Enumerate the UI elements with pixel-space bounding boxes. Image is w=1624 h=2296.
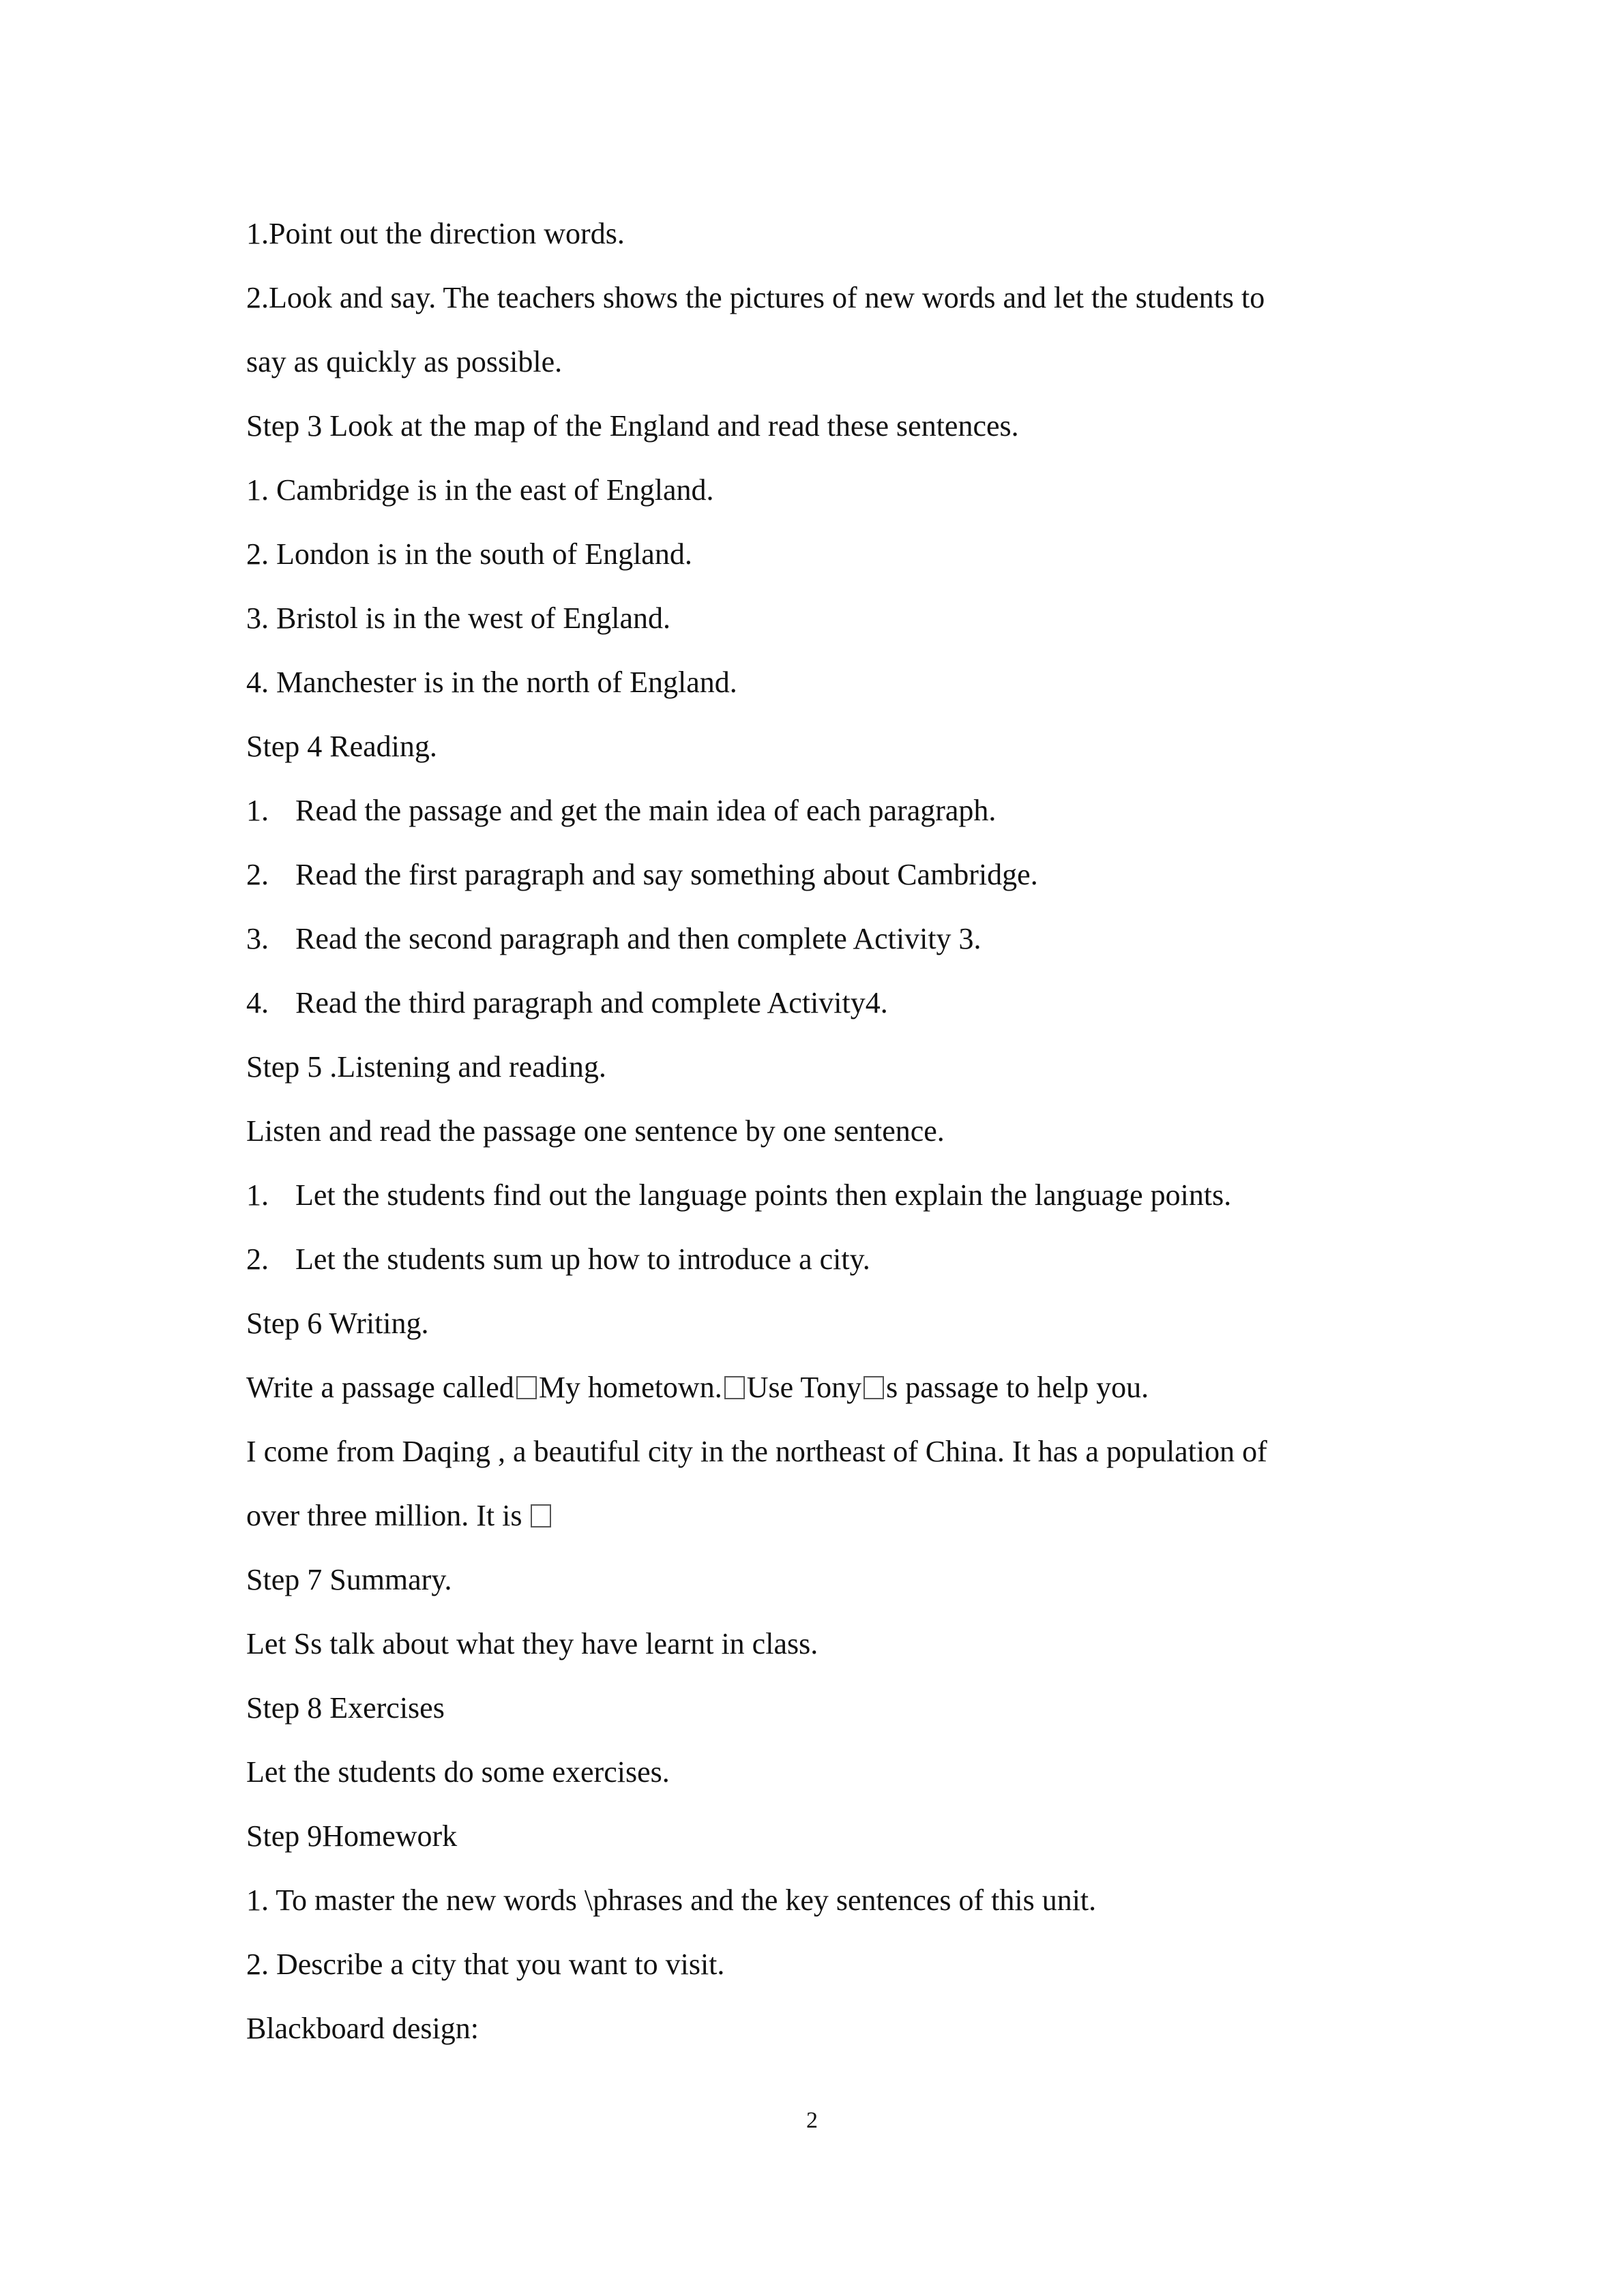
- text-line: [246, 1868, 1392, 1933]
- numbered-item: [246, 1163, 1392, 1227]
- page-body: [246, 202, 1392, 2061]
- text-line: [246, 1099, 1392, 1163]
- text-line: [246, 1484, 1392, 1548]
- line-text: Let Ss talk about what they have learnt in class.: [246, 1627, 818, 1660]
- page-number: 2: [806, 2108, 818, 2133]
- text-line: [246, 202, 1392, 266]
- line-text: Step 9Homework: [246, 1819, 458, 1853]
- text-line: [246, 1356, 1392, 1420]
- line-text: over three million. It is: [246, 1499, 522, 1532]
- missing-glyph-box: [516, 1376, 537, 1399]
- line-text: Let the students do some exercises.: [246, 1755, 670, 1789]
- line-text: Step 7 Summary.: [246, 1563, 452, 1596]
- line-text: I come from Daqing , a beautiful city in the northeast of China. It has a population of: [246, 1435, 1267, 1468]
- item-number: 1.: [246, 1178, 269, 1212]
- numbered-item: [246, 1227, 1392, 1292]
- line-text: Step 3 Look at the map of the England and read these sentences.: [246, 409, 1019, 443]
- line-text: Write a passage called: [246, 1371, 514, 1404]
- line-text: Read the third paragraph and complete Activity4.: [295, 986, 888, 1019]
- line-text: Step 5 .Listening and reading.: [246, 1050, 606, 1084]
- line-text: Read the passage and get the main idea of each paragraph.: [295, 794, 996, 827]
- line-text: 3. Bristol is in the west of England.: [246, 601, 671, 635]
- numbered-item: [246, 907, 1392, 971]
- step-heading: [246, 1292, 1392, 1356]
- numbered-item: [246, 843, 1392, 907]
- line-text: Let the students sum up how to introduce a city.: [295, 1242, 870, 1276]
- line-text: Listen and read the passage one sentence by one sentence.: [246, 1114, 945, 1148]
- step-heading: [246, 1548, 1392, 1612]
- item-number: 3.: [246, 922, 269, 955]
- line-text: Let the students find out the language points then explain the language points.: [295, 1178, 1232, 1212]
- line-text: Step 8 Exercises: [246, 1691, 445, 1725]
- text-line: [246, 586, 1392, 651]
- line-text: 2. London is in the south of England.: [246, 537, 692, 571]
- step-heading: [246, 394, 1392, 458]
- item-number: 2.: [246, 1242, 269, 1276]
- text-line: [246, 1997, 1392, 2061]
- line-text: 1. Cambridge is in the east of England.: [246, 473, 714, 507]
- line-text: 1. To master the new words \phrases and the key sentences of this unit.: [246, 1883, 1097, 1917]
- line-text: Read the second paragraph and then complete Activity 3.: [295, 922, 981, 955]
- text-line: [246, 1933, 1392, 1997]
- line-text: 2.Look and say. The teachers shows the pictures of new words and let the students to: [246, 281, 1265, 314]
- line-text: My hometown.: [538, 1371, 722, 1404]
- line-text: Use Tony: [746, 1371, 862, 1404]
- step-heading: [246, 1676, 1392, 1740]
- line-text: Step 4 Reading.: [246, 730, 437, 763]
- step-heading: [246, 1804, 1392, 1868]
- text-line: [246, 1740, 1392, 1804]
- text-line: [246, 522, 1392, 586]
- numbered-item: [246, 971, 1392, 1035]
- text-line: [246, 266, 1392, 330]
- line-text: Step 6 Writing.: [246, 1307, 429, 1340]
- text-line: [246, 1612, 1392, 1676]
- line-text: say as quickly as possible.: [246, 345, 563, 378]
- step-heading: [246, 1035, 1392, 1099]
- line-text: Blackboard design:: [246, 2012, 479, 2045]
- text-line: [246, 1420, 1392, 1484]
- line-text: s passage to help you.: [886, 1371, 1149, 1404]
- item-number: 2.: [246, 858, 269, 891]
- text-line: [246, 458, 1392, 522]
- missing-glyph-box: [863, 1376, 884, 1399]
- line-text: Read the first paragraph and say something about Cambridge.: [295, 858, 1038, 891]
- numbered-item: [246, 779, 1392, 843]
- item-number: 4.: [246, 986, 269, 1019]
- missing-glyph-box: [724, 1376, 745, 1399]
- text-line: [246, 651, 1392, 715]
- item-number: 1.: [246, 794, 269, 827]
- step-heading: [246, 715, 1392, 779]
- line-text: 4. Manchester is in the north of England.: [246, 666, 737, 699]
- line-text: 2. Describe a city that you want to visit.: [246, 1948, 725, 1981]
- line-text: 1.Point out the direction words.: [246, 217, 625, 250]
- text-line: [246, 330, 1392, 394]
- missing-glyph-box: [531, 1504, 551, 1527]
